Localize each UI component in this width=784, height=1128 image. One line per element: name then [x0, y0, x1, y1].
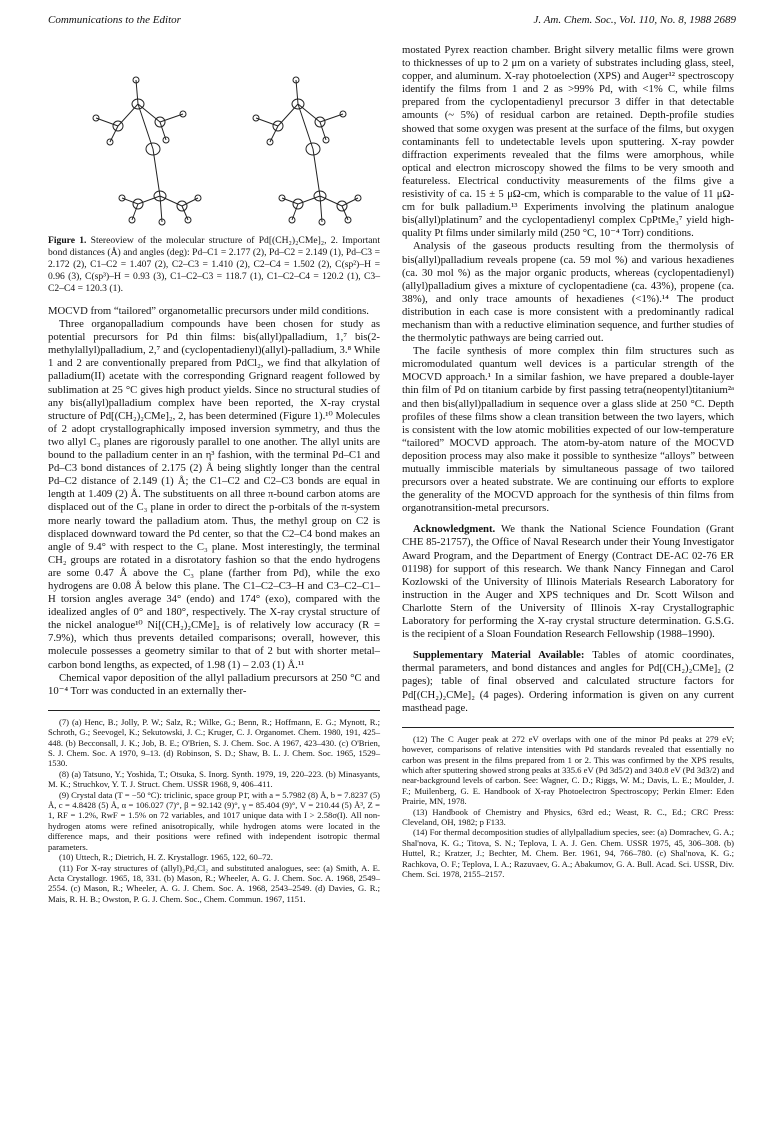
right-column	[402, 44, 734, 879]
left-column	[48, 44, 380, 904]
footnote: (11) For X-ray structures of (allyl)₂Pd₂Cl₂ and substituted analogues, see: (a) Smith, A. E. Acta Crystallogr. 1965, 18, 331. (b) Mason, R.; Wheeler, A. G. J. Chem. Soc. A. 1968, 2549–2554. (c) Mason, R.; Wheeler, A. G. J. Chem. Soc. A. 1968, 2543–2549. (d) Davies, G. R.; Mais, R. H. B.; Owston, P. G. J. Chem. Soc., Chem. Commun. 1967, 1151.	[48, 862, 380, 904]
footnote: (9) Crystal data (T = −50 °C): triclinic, space group P1̄, with a = 5.7982 (8) Å, b = 7.8237 (5) Å, c = 4.8428 (5) Å, α = 106.027 (7)°, β = 92.142 (9)°, γ = 85.404 (9)°, V = 210.44 (5) Å³, Z = 1, RF = 1.2%, RwF = 1.5% on 72 variables, and 1017 unique data with I > 2.58σ(I). All non-hydrogen atoms were refined anisotropically, while hydrogen atoms were located in the difference maps, and their positions were refined with independent isotropic thermal parameters.	[48, 789, 380, 852]
figure-label: Figure 1.	[48, 235, 87, 246]
acknowledgment-heading: Acknowledgment.	[413, 523, 496, 536]
body-paragraph: mostated Pyrex reaction chamber. Bright silvery metallic films were grown to thicknesses of up to 2 μm on a variety of substrates including glass, steel, copper, and aluminum. X-ray photoelection (XPS) and Auger¹² spectroscopy identify the films from 1 and 2 as >99% Pd, with <1% C, while films prepared from the cyclopentadienyl precursor 3 differ in that detectable amounts (~ 5%) of residual carbon are retained. Depth-profile studies showed that some oxygen was present at the surface of the films, but oxygen contaminants fell to undetectable levels upon sputtering. X-ray powder diffraction experiments revealed that the films were amorphous, while optical and electron microscopy showed the films to be very smooth and featureless. Electrical conductivity measurements of the films give a resistivity of ca. 15 ± 5 μΩ-cm, which is comparable to the value of 11 μΩ-cm for bulk palladium.¹³ Experiments involving the platinum analogue bis(allyl)platinum⁷ and the cyclopentadienyl complex CpPtMe₃⁷ yield high-quality Pt films under similarly mild (250 °C, 10⁻⁴ Torr) conditions.	[402, 44, 734, 240]
body-paragraph: Three organopalladium compounds have been chosen for study as potential precursors for Pd thin films: bis(allyl)palladium, 1,⁷ bis(2-methylallyl)palladium, 2,⁷ and (cyclopentadienyl)(allyl)-palladium, 3.⁸ While 1 and 2 are conventionally prepared from PdCl₂, we find that alkylation of palladium(II) acetate with the corresponding Grignard reagent followed by sublimation at 25 °C gives high product yields. Since no structural studies of any bis(allyl)palladium complex have been reported, the X-ray crystal structure of Pd[(CH₂)₂CMe]₂, 2, has been determined (Figure 1).¹⁰ Molecules of 2 adopt crystallographically imposed inversion symmetry, and thus the two allyl C₃ planes are rigorously parallel to one another. The allyl units are bound to the palladium center in an η³ fashion, with the terminal Pd–C1 and Pd–C3 bond distances of 2.175 (2) Å being slightly longer than the central Pd–C2 distance of 2.149 (1) Å; the C1–C2 and C2–C3 bonds are equal in length at 1.409 (2) Å. The substituents on all three π-bound carbon atoms are displaced out of the C₃ plane in order to direct the p-orbitals of the π-system more nearly toward the palladium atom. Thus, the methyl group on C2 is displaced downward toward the Pd center, so that the C2–C4 bond makes an angle of 9.4° with respect to the C₃ plane. Most interestingly, the terminal CH₂ groups are rotated in a disrotatory fashion so that the endo hydrogens are some 0.47 Å above the C₃ plane (farther from Pd), while the exo hydrogens are 0.08 Å below this plane. The C1–C2–C3–H and C3–C2–C1–H torsion angles average 34° (endo) and 174° (exo), compared with the idealized angles of 0° and 180°, respectively. The X-ray crystal structure of the nickel analogue¹⁰ Ni[(CH₂)₂CMe]₂ is of relatively low accuracy (R = 7.9%), which thus prevents detailed comparisons; overall, however, this molecule possesses a geometry similar to that of 2 but with shorter metal–carbon bond lengths, as expected, of 1.98 (1) – 2.03 (1) Å.¹¹	[48, 318, 380, 671]
body-paragraph: MOCVD from “tailored” organometallic precursors under mild conditions.	[48, 305, 369, 317]
figure-caption	[48, 235, 380, 295]
stereoview-figure	[48, 44, 380, 229]
journal-section-title: Communications to the Editor	[48, 14, 181, 26]
left-stereo-molecule	[93, 77, 201, 225]
footnote-divider	[48, 710, 380, 711]
supplementary-paragraph	[402, 649, 734, 714]
footnote: (10) Uttech, R.; Dietrich, H. Z. Krystallogr. 1965, 122, 60–72.	[59, 852, 273, 863]
footnote-divider	[402, 727, 734, 728]
right-stereo-molecule	[253, 77, 361, 225]
footnote: (8) (a) Tatsuno, Y.; Yoshida, T.; Otsuka, S. Inorg. Synth. 1979, 19, 220–223. (b) Minasyants, M. K.; Struchkov, Y. T. J. Struct. Chem. USSR 1968, 9, 406–411.	[48, 768, 380, 790]
molecular-structure-drawing	[48, 44, 380, 229]
body-paragraph: Analysis of the gaseous products resulting from the thermolysis of bis(allyl)palladium reveals propene (ca. 59 mol %) and various hexadienes (ca. 30 mol %) as the major organic products, whereas (cyclopentadienyl)(allyl)palladium gives a mixture of cyclopentadiene (ca. 43%), propene (ca. 38%), and only trace amounts of hexadienes (<1%).¹⁴ The product distribution in each case is more consistent with a predominantly radical mechanism than with a reductive elimination sequence, and further studies of the thermolytic pathways are being carried out.	[402, 240, 734, 345]
footnote: (7) (a) Henc, B.; Jolly, P. W.; Salz, R.; Wilke, G.; Benn, R.; Hoffmann, E. G.; Mynott, R.; Schroth, G.; Seevogel, K.; Sekutowski, J. C.; Kruger, C. J. Organomet. Chem. 1980, 191, 425–448. (b) Becconsall, J. K.; Job, B. E.; O'Brien, S. J. Chem. Soc. A 1967, 423–430. (c) O'Brien, S. J. Chem. Soc. A 1970, 9–13. (d) Robinson, S. D.; Shaw, B. L. J. Chem. Soc. 1965, 1529–1530.	[48, 716, 380, 769]
acknowledgment-text: We thank the National Science Foundation (Grant CHE 85-21757), the Office of Naval Research under their Young Investigator Award Program, and the Department of Energy (Contract DE-AC 02-76 ER 01198) for support of this research. We thank Nancy Finnegan and Carol Kozlowski of the University of Illinois Materials Research Laboratory for instruction in the Auger and XPS techniques and Dr. Scott Wilson and Charlotte Stern of the University of Illinois X-ray Crystallographic Laboratory for performing the X-ray crystal structure determination. G.S.G. is the recipient of a Sloan Foundation Research Fellowship (1988–1990).	[402, 523, 734, 641]
supplementary-heading: Supplementary Material Available:	[413, 649, 585, 662]
body-paragraph: Chemical vapor deposition of the allyl palladium precursors at 250 °C and 10⁻⁴ Torr was conducted in an externally ther-	[48, 671, 380, 697]
figure-caption-text: Stereoview of the molecular structure of Pd[(CH₂)₂CMe]₂, 2. Important bond distances (Å) and angles (deg): Pd–C1 = 2.177 (2), Pd–C2 = 2.149 (1), Pd–C3 = 2.172 (2), C1–C2 = 1.407 (2), C2–C3 = 1.410 (2), C2–C4 = 1.502 (2), C(sp²)–H = 0.96 (3), C(sp³)–H = 0.93 (3), C1–C2–C3 = 118.7 (1), C1–C2–C4 = 120.2 (1), C3–C2–C4 = 120.3 (1).	[48, 235, 380, 294]
running-head	[48, 14, 736, 30]
footnote: (13) Handbook of Chemistry and Physics, 63rd ed.; Weast, R. C., Ed.; CRC Press: Cleveland, OH, 1982; p F133.	[402, 806, 734, 827]
acknowledgment-paragraph	[402, 523, 734, 641]
journal-citation: J. Am. Chem. Soc., Vol. 110, No. 8, 1988 2689	[533, 14, 736, 26]
body-paragraph: The facile synthesis of more complex thin film structures such as micromodulated quantum well devices is a particular strength of the MOCVD approach.¹ In a similar fashion, we have prepared a double-layer thin film of Pd on titanium carbide by first passing tetra(neopentyl)titanium²ᵃ and then bis(allyl)palladium in sequence over a glass slide at 250 °C. Depth profiles of these films show a clean transition between the two layers, which is consistent with the low atomic mobilities expected of our low-temperature “tailored” MOCVD approach. The atom-by-atom nature of the MOCVD deposition process may also make it possible to synthesize “alloys” between mutually immiscible materials by simultaneous passage of two tailored precursors over a heated substrate. We are continuing our efforts to explore the generality of the MOCVD approach for the synthesis of thin films from organotransition-metal precursors.	[402, 345, 734, 515]
footnote: (14) For thermal decomposition studies of allylpalladium species, see: (a) Domrachev, G. A.; Shal'nova, K. G.; Titova, S. N.; Teplova, I. A. J. Gen. Chem. USSR 1975, 45, 306–308. (b) Huttel, R.; Kratzer, J.; Bechter, M. Chem. Ber. 1961, 94, 766–780. (c) Shal'nova, K. G.; Rachkova, O. F.; Teplova, I. A.; Razuvaev, G. A.; Abakumov, G. A. Bull. Acad. Sci. USSR, Div. Chem. Sci. 1978, 2155–2157.	[402, 827, 734, 879]
footnote: (12) The C Auger peak at 272 eV overlaps with one of the minor Pd peaks at 279 eV; however, comparisons of relative intensities with Pd standards revealed that essentially no carbon was present in the films prepared from 1 or 2. This was confirmed by the XPS results, which after sputtering showed strong peaks at 335.6 eV (Pd 3d5/2) and 340.8 eV (Pd 3d3/2) and near-background levels of carbon. See: Wagner, C. D.; Riggs, W. M.; Davis, L. E.; Moulder, J. F.; Muilenberg, G. E. Handbook of X-ray Photoelectron Spectroscopy; Perkin Elmer: Eden Prairie, MN, 1978.	[402, 733, 734, 807]
supplementary-text: Tables of atomic coordinates, thermal parameters, and bond distances and angles for Pd[(CH₂)₂CMe]₂ (2 pages); table of final observed and calculated structure factors for Pd[(CH₂)₂CMe]₂ (4 pages). Ordering information is given on any current masthead page.	[402, 649, 734, 714]
